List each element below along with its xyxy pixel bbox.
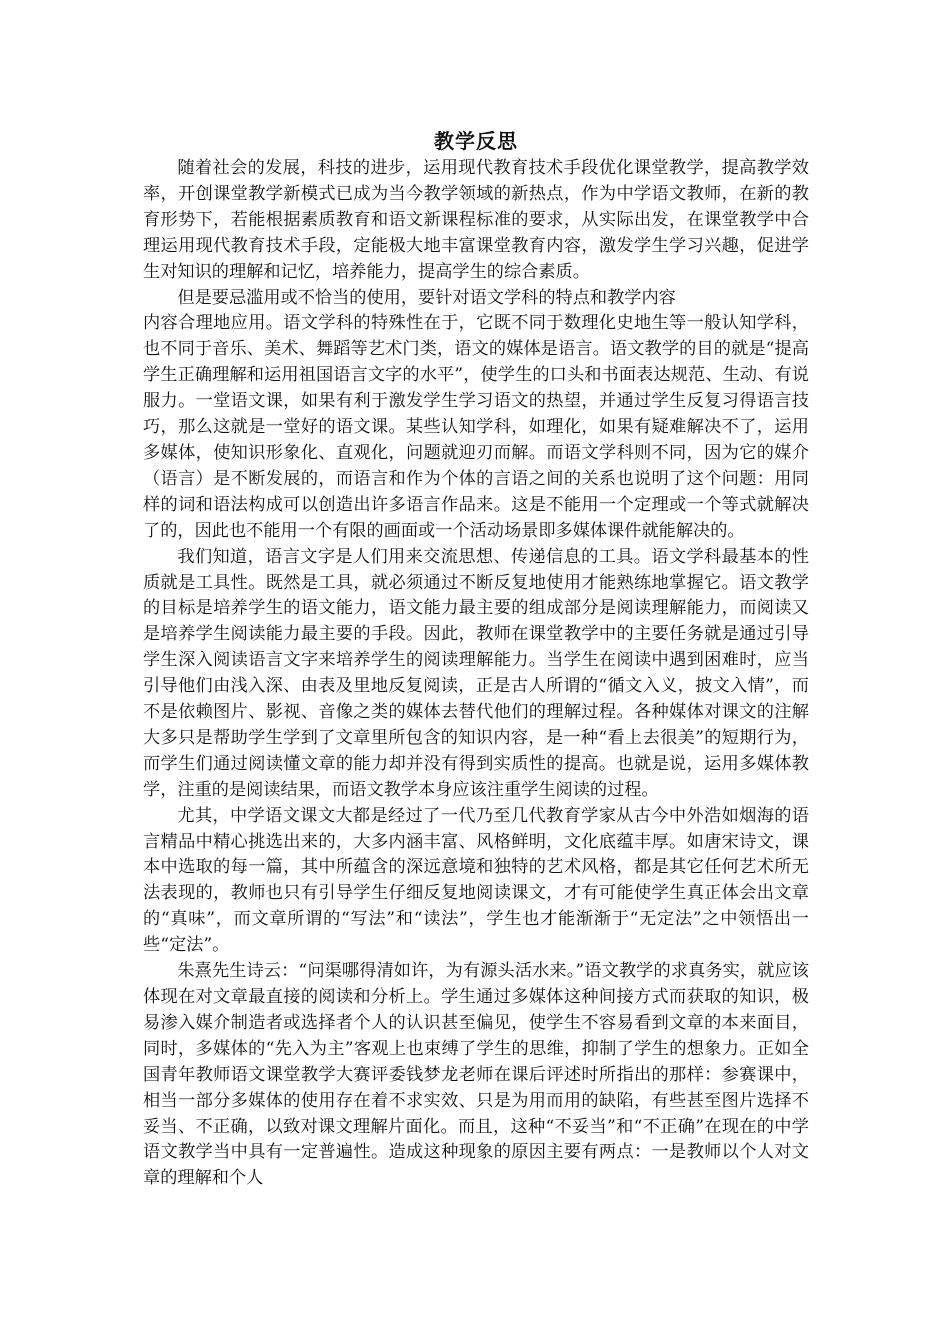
- paragraph-subject-particularity: 内容合理地应用。语文学科的特殊性在于，它既不同于数理化史地生等一般认知学科，也不同于音乐、美术、舞蹈等艺术门类，语文的媒体是语言。语文教学的目的就是“提高学生正确理解和运用祖国语言文字的水平”，使学生的口头和书面表达规范、生动、有说服力。一堂语文课，如果有利于激发学生学习语文的热望，并通过学生反复习得语言技巧，那么这就是一堂好的语文课。某些认知学科，如理化，如果有疑难解决不了，运用多媒体，使知识形象化、直观化，问题就迎刃而解。而语文学科则不同，因为它的媒介（语言）是不断发展的，而语言和作为个体的言语之间的关系也说明了这个问题：用同样的词和语法构成可以创造出许多语言作品来。这是不能用一个定理或一个等式就解决了的，因此也不能用一个有限的画面或一个活动场景即多媒体课件就能解决的。: [143, 313, 809, 541]
- paragraph-intro: 随着社会的发展，科技的进步，运用现代教育技术手段优化课堂教学，提高教学效率，开创课堂教学新模式已成为当今教学领域的新热点，作为中学语文教师，在新的教育形势下，若能根据素质教育和语文新课程标准的要求，从实际出发，在课堂教学中合理运用现代教育技术手段，定能极大地丰富课堂教育内容，激发学生学习兴趣，促进学生对知识的理解和记忆，培养能力，提高学生的综合素质。: [143, 158, 809, 282]
- paragraph-misuse-opening: 但是要忌滥用或不恰当的使用，要针对语文学科的特点和教学内容: [177, 287, 676, 308]
- document-title: 教学反思: [434, 129, 518, 153]
- paragraph-language-tool: 我们知道，语言文字是人们用来交流思想、传递信息的工具。语文学科最基本的性质就是工具性。既然是工具，就必须通过不断反复地使用才能熟练地掌握它。语文教学的目标是培养学生的语文能力，语文能力最主要的组成部分是阅读理解能力，而阅读又是培养学生阅读能力最主要的手段。因此，教师在课堂教学中的主要任务就是通过引导学生深入阅读语言文字来培养学生的阅读理解能力。当学生在阅读中遇到困难时，应当引导他们由浅入深、由表及里地反复阅读，正是古人所谓的“循文入义，披文入情”，而不是依赖图片、影视、音像之类的媒体去替代他们的理解过程。各种媒体对课文的注解大多只是帮助学生学到了文章里所包含的知识内容，是一种“看上去很美”的短期行为，而学生们通过阅读懂文章的能力却并没有得到实质性的提高。也就是说，运用多媒体教学，注重的是阅读结果，而语文教学本身应该注重学生阅读的过程。: [143, 546, 809, 800]
- paragraph-zhu-xi: 朱熹先生诗云：“问渠哪得清如许，为有源头活水来。”语文教学的求真务实，就应该体现在对文章最直接的阅读和分析上。学生通过多媒体这种间接方式而获取的知识，极易渗入媒介制造者或选择者个人的认识甚至偏见，使学生不容易看到文章的本来面目，同时，多媒体的“先入为主”客观上也束缚了学生的思维，抑制了学生的想象力。正如全国青年教师语文课堂教学大赛评委钱梦龙老师在课后评述时所指出的那样：参赛课中，相当一部分多媒体的使用存在着不求实效、只是为用而用的缺陷，有些甚至图片选择不妥当、不正确，以致对课文理解片面化。而且，这种“不妥当”和“不正确”在现在的中学语文教学当中具有一定普遍性。造成这种现象的原因主要有两点：一是教师以个人对文章的理解和个人: [143, 961, 809, 1189]
- document-page: [143, 126, 809, 1192]
- paragraph-classic-texts: 尤其，中学语文课文大都是经过了一代乃至几代教育学家从古今中外浩如烟海的语言精品中精心挑选出来的，大多内涵丰富、风格鲜明，文化底蕴丰厚。如唐宋诗文，课本中选取的每一篇，其中所蕴含的深远意境和独特的艺术风格，都是其它任何艺术所无法表现的，教师也只有引导学生仔细反复地阅读课文，才有可能使学生真正体会出文章的“真味”，而文章所谓的“写法”和“读法”，学生也才能渐渐于“无定法”之中领悟出一些“定法”。: [143, 805, 809, 956]
